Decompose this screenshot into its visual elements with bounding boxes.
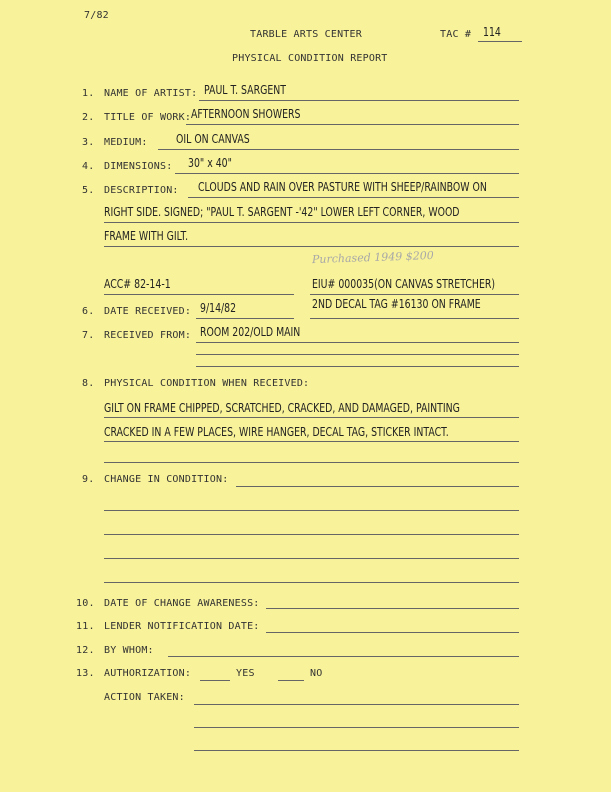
date-received-line: [196, 318, 294, 319]
field-7-number: 7.: [82, 330, 95, 341]
field-10-number: 10.: [76, 598, 95, 609]
date-received-label: DATE RECEIVED:: [104, 306, 192, 317]
artist-label: NAME OF ARTIST:: [104, 88, 198, 99]
field-9-number: 9.: [82, 474, 95, 485]
description-line-2[interactable]: RIGHT SIDE. SIGNED; "PAUL T. SARGENT -'42" LOWER LEFT CORNER, WOOD: [104, 205, 460, 219]
received-from-value[interactable]: ROOM 202/OLD MAIN: [200, 325, 301, 339]
by-whom-line: [168, 656, 519, 657]
field-6-number: 6.: [82, 306, 95, 317]
dimensions-line: [175, 173, 519, 174]
field-4-number: 4.: [82, 161, 95, 172]
tac-value: 114: [483, 25, 501, 39]
description-label: DESCRIPTION:: [104, 185, 179, 196]
org-name: TARBLE ARTS CENTER: [250, 29, 362, 40]
field-3-number: 3.: [82, 137, 95, 148]
received-from-line-1: [196, 342, 519, 343]
change-line-3: [104, 534, 519, 535]
received-from-label: RECEIVED FROM:: [104, 330, 192, 341]
artist-value[interactable]: PAUL T. SARGENT: [204, 83, 286, 97]
condition-line-1[interactable]: GILT ON FRAME CHIPPED, SCRATCHED, CRACKED, AND DAMAGED, PAINTING: [104, 401, 460, 415]
change-awareness-label: DATE OF CHANGE AWARENESS:: [104, 598, 260, 609]
lender-notification-label: LENDER NOTIFICATION DATE:: [104, 621, 260, 632]
medium-value[interactable]: OIL ON CANVAS: [176, 132, 250, 146]
condition-received-label: PHYSICAL CONDITION WHEN RECEIVED:: [104, 378, 310, 389]
dimensions-label: DIMENSIONS:: [104, 161, 173, 172]
by-whom-label: BY WHOM:: [104, 645, 154, 656]
field-1-number: 1.: [82, 88, 95, 99]
description-line-3[interactable]: FRAME WITH GILT.: [104, 229, 189, 243]
field-13-number: 13.: [76, 668, 95, 679]
change-condition-label: CHANGE IN CONDITION:: [104, 474, 229, 485]
eiu-line: [310, 294, 519, 295]
description-rule-3: [104, 246, 519, 247]
received-from-line-3: [196, 366, 519, 367]
condition-line-2[interactable]: CRACKED IN A FEW PLACES, WIRE HANGER, DECAL TAG, STICKER INTACT.: [104, 425, 449, 439]
title-label: TITLE OF WORK:: [104, 112, 192, 123]
acc-number[interactable]: ACC# 82-14-1: [104, 277, 171, 291]
field-2-number: 2.: [82, 112, 95, 123]
change-line-5: [104, 582, 519, 583]
acc-line: [104, 294, 294, 295]
authorization-label: AUTHORIZATION:: [104, 668, 192, 679]
lender-notification-line: [266, 632, 519, 633]
decal-line: [310, 318, 519, 319]
description-line-1[interactable]: CLOUDS AND RAIN OVER PASTURE WITH SHEEP/RAINBOW ON: [198, 180, 487, 194]
tac-label: TAC #: [440, 29, 472, 40]
condition-rule-2: [104, 441, 519, 442]
date-received-value[interactable]: 9/14/82: [200, 301, 237, 315]
dimensions-value[interactable]: 30" x 40": [188, 156, 232, 170]
description-rule-2: [104, 222, 519, 223]
date-code: 7/82: [84, 10, 109, 21]
medium-label: MEDIUM:: [104, 137, 148, 148]
no-label: NO: [310, 668, 323, 679]
title-line: [186, 124, 519, 125]
eiu-number[interactable]: EIU# 000035(ON CANVAS STRETCHER): [312, 277, 496, 291]
received-from-line-2: [196, 354, 519, 355]
change-awareness-line: [266, 608, 519, 609]
yes-blank[interactable]: [200, 680, 230, 681]
title-value[interactable]: AFTERNOON SHOWERS: [191, 107, 301, 121]
change-line-2: [104, 510, 519, 511]
field-12-number: 12.: [76, 645, 95, 656]
action-line-2: [194, 727, 519, 728]
action-line-1: [194, 704, 519, 705]
action-line-3: [194, 750, 519, 751]
action-taken-label: ACTION TAKEN:: [104, 692, 185, 703]
report-title: PHYSICAL CONDITION REPORT: [232, 53, 388, 64]
field-11-number: 11.: [76, 621, 95, 632]
yes-label: YES: [236, 668, 255, 679]
change-line-1: [236, 486, 519, 487]
artist-line: [199, 100, 519, 101]
change-line-4: [104, 558, 519, 559]
no-blank[interactable]: [278, 680, 304, 681]
medium-line: [158, 149, 519, 150]
condition-rule-3: [104, 462, 519, 463]
field-5-number: 5.: [82, 185, 95, 196]
tac-underline: [478, 41, 522, 42]
description-rule-1: [188, 197, 519, 198]
condition-rule-1: [104, 417, 519, 418]
field-8-number: 8.: [82, 378, 95, 389]
purchased-note: Purchased 1949 $200: [311, 248, 434, 267]
decal-tag[interactable]: 2ND DECAL TAG #16130 ON FRAME: [312, 297, 481, 311]
